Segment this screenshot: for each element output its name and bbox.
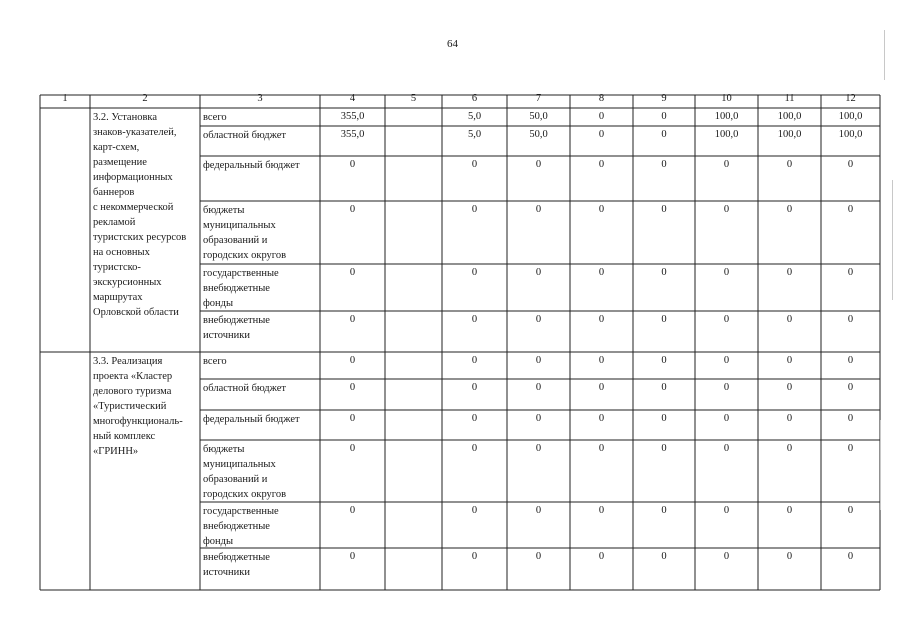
- table-cell-value: [385, 411, 442, 440]
- table-cell-value: 0: [786, 159, 793, 170]
- table-cell-value: 0: [723, 382, 730, 393]
- table-cell-value: 0: [847, 267, 854, 278]
- funding-source: областной бюджет: [203, 130, 286, 141]
- table-cell-value: 0: [471, 355, 478, 366]
- funding-source: государственные внебюджетные фонды: [203, 506, 279, 547]
- table-cell-value: 0: [349, 204, 356, 215]
- table-cell-value: 0: [786, 314, 793, 325]
- table-cell-value: 0: [786, 505, 793, 516]
- table-cell-value: [385, 202, 442, 264]
- table-cell-value: 0: [349, 159, 356, 170]
- table-cell-value: 0: [471, 551, 478, 562]
- table-cell-value: 0: [847, 204, 854, 215]
- table-cell-value: 0: [786, 204, 793, 215]
- table-cell-value: 0: [598, 413, 605, 424]
- table-cell-value: 0: [723, 551, 730, 562]
- table-cell-value: [385, 503, 442, 548]
- scan-artifact: [880, 420, 881, 510]
- scan-artifact: [892, 180, 893, 300]
- table-cell-value: 0: [661, 159, 667, 170]
- table-cell-value: 355,0: [340, 111, 365, 122]
- table-cell-value: [385, 380, 442, 410]
- table-cell-value: 0: [535, 443, 542, 454]
- table-cell-value: [385, 109, 442, 126]
- funding-source: государственные внебюджетные фонды: [203, 268, 279, 309]
- table-cell-value: 0: [598, 382, 605, 393]
- table-cell-value: [385, 157, 442, 201]
- table-cell-value: 0: [471, 443, 478, 454]
- table-cell-value: 0: [535, 505, 542, 516]
- table-cell-value: 0: [847, 551, 854, 562]
- table-cell-value: 0: [349, 382, 356, 393]
- table-cell-value: 0: [786, 355, 793, 366]
- table-cell-value: 0: [598, 355, 605, 366]
- table-cell-value: 0: [598, 551, 605, 562]
- table-cell-value: 100,0: [714, 129, 739, 140]
- table-cell-value: 100,0: [838, 111, 863, 122]
- table-cell-value: 0: [349, 443, 356, 454]
- table-cell-value: 0: [535, 355, 542, 366]
- table-cell-value: 0: [723, 204, 730, 215]
- table-cell-value: 0: [847, 443, 854, 454]
- column-header: 2: [142, 93, 148, 104]
- table-cell-value: 0: [598, 443, 605, 454]
- column-header: 1: [62, 93, 68, 104]
- table-cell-value: [385, 353, 442, 379]
- table-cell-value: 0: [723, 267, 730, 278]
- table-cell-value: 0: [349, 267, 356, 278]
- table-cell-value: 50,0: [529, 111, 548, 122]
- table-cell-value: 0: [471, 159, 478, 170]
- table-cell-value: 0: [661, 551, 667, 562]
- funding-source: внебюджетные источники: [203, 315, 270, 341]
- table-cell-value: 0: [661, 443, 667, 454]
- table-cell-value: 0: [349, 413, 356, 424]
- column-header: 4: [349, 93, 356, 104]
- activity-title: 3.2. Установка знаков-указателей, карт-схем, размещение информационных баннеров с некоммерческой рекламой туристских ресурсов на основных туристско- экскурсионных маршрутах Орловской области: [93, 112, 187, 318]
- table-cell-value: 0: [535, 314, 542, 325]
- table-cell-value: 50,0: [529, 129, 548, 140]
- table-cell-value: 0: [723, 413, 730, 424]
- table-cell-value: 0: [535, 204, 542, 215]
- table-cell-value: 0: [535, 159, 542, 170]
- table-cell-value: [385, 441, 442, 502]
- table-cell-value: 0: [723, 355, 730, 366]
- table-cell-value: 0: [723, 314, 730, 325]
- table-cell-value: 0: [661, 267, 667, 278]
- table-cell-value: 0: [349, 314, 356, 325]
- table-cell-value: 5,0: [467, 129, 482, 140]
- table-cell-value: 0: [847, 159, 854, 170]
- funding-source: федеральный бюджет: [203, 414, 300, 425]
- table-cell-value: 0: [535, 551, 542, 562]
- table-cell-value: 0: [471, 382, 478, 393]
- table-cell-value: 0: [349, 551, 356, 562]
- funding-source: бюджеты муниципальных образований и городских округов: [203, 205, 287, 261]
- column-header: 3: [257, 93, 263, 104]
- funding-source: внебюджетные источники: [203, 552, 270, 578]
- table-cell-value: 0: [535, 267, 542, 278]
- column-header: 9: [661, 93, 667, 104]
- table-cell-value: 0: [847, 314, 854, 325]
- table-cell-value: 0: [598, 111, 605, 122]
- table-cell-value: 0: [471, 413, 478, 424]
- funding-source: бюджеты муниципальных образований и городских округов: [203, 444, 287, 500]
- column-header: 10: [721, 93, 732, 104]
- table-cell-value: [385, 265, 442, 311]
- table-cell-value: 0: [661, 355, 667, 366]
- table-cell-value: 0: [661, 382, 667, 393]
- table-cell-value: 0: [786, 382, 793, 393]
- table-cell-value: 0: [598, 204, 605, 215]
- table-cell-value: 0: [661, 314, 667, 325]
- table-cell-value: 0: [847, 505, 854, 516]
- table-cell-value: 0: [349, 505, 356, 516]
- table-cell-value: 0: [786, 443, 793, 454]
- table-cell-value: 5,0: [467, 111, 482, 122]
- table-cell-value: 0: [598, 314, 605, 325]
- table-cell-value: 0: [723, 505, 730, 516]
- page-number: 64: [447, 38, 458, 50]
- column-header: 5: [410, 93, 417, 104]
- table-cell-value: 0: [661, 505, 667, 516]
- table-cell-value: 0: [349, 355, 356, 366]
- table-cell-value: 0: [471, 204, 478, 215]
- table-cell-value: 0: [786, 551, 793, 562]
- table-cell-value: 0: [471, 314, 478, 325]
- column-header: 6: [471, 93, 478, 104]
- table-cell-value: 0: [847, 355, 854, 366]
- table-cell-value: 100,0: [838, 129, 863, 140]
- table-cell-value: 0: [535, 413, 542, 424]
- funding-source: областной бюджет: [203, 383, 286, 394]
- table-cell-value: 0: [661, 204, 667, 215]
- table-cell-value: 0: [661, 111, 667, 122]
- table-cell-value: 100,0: [777, 111, 802, 122]
- table-cell-value: 0: [598, 267, 605, 278]
- column-header: 7: [535, 93, 542, 104]
- table-cell-value: 0: [786, 413, 793, 424]
- column-header: 12: [845, 93, 856, 104]
- table-cell-value: 0: [598, 129, 605, 140]
- activity-title: 3.3. Реализация проекта «Кластер делового туризма «Туристический многофункциональ- ный комплекс «ГРИНН»: [93, 356, 183, 457]
- table-cell-value: 0: [723, 443, 730, 454]
- funding-source: всего: [203, 112, 227, 123]
- table-cell-value: 0: [661, 129, 667, 140]
- table-cell-value: 0: [598, 159, 605, 170]
- table-cell-value: [385, 549, 442, 590]
- table-cell-value: 0: [847, 382, 854, 393]
- table-cell-value: 0: [723, 159, 730, 170]
- funding-source: всего: [203, 356, 227, 367]
- table-cell-value: 0: [847, 413, 854, 424]
- table-cell-value: 0: [598, 505, 605, 516]
- funding-source: федеральный бюджет: [203, 160, 300, 171]
- table-cell-value: 100,0: [777, 129, 802, 140]
- table-cell-value: [385, 127, 442, 156]
- table-cell-value: 100,0: [714, 111, 739, 122]
- table-cell-value: 0: [661, 413, 667, 424]
- column-header: 11: [784, 93, 795, 104]
- scan-artifact: [884, 30, 885, 80]
- table-cell-value: 0: [471, 505, 478, 516]
- column-header: 8: [598, 93, 605, 104]
- table-cell-value: 0: [471, 267, 478, 278]
- table-cell-value: [385, 312, 442, 352]
- table-cell-value: 0: [786, 267, 793, 278]
- table-cell-value: 0: [535, 382, 542, 393]
- table-cell-value: 355,0: [340, 129, 365, 140]
